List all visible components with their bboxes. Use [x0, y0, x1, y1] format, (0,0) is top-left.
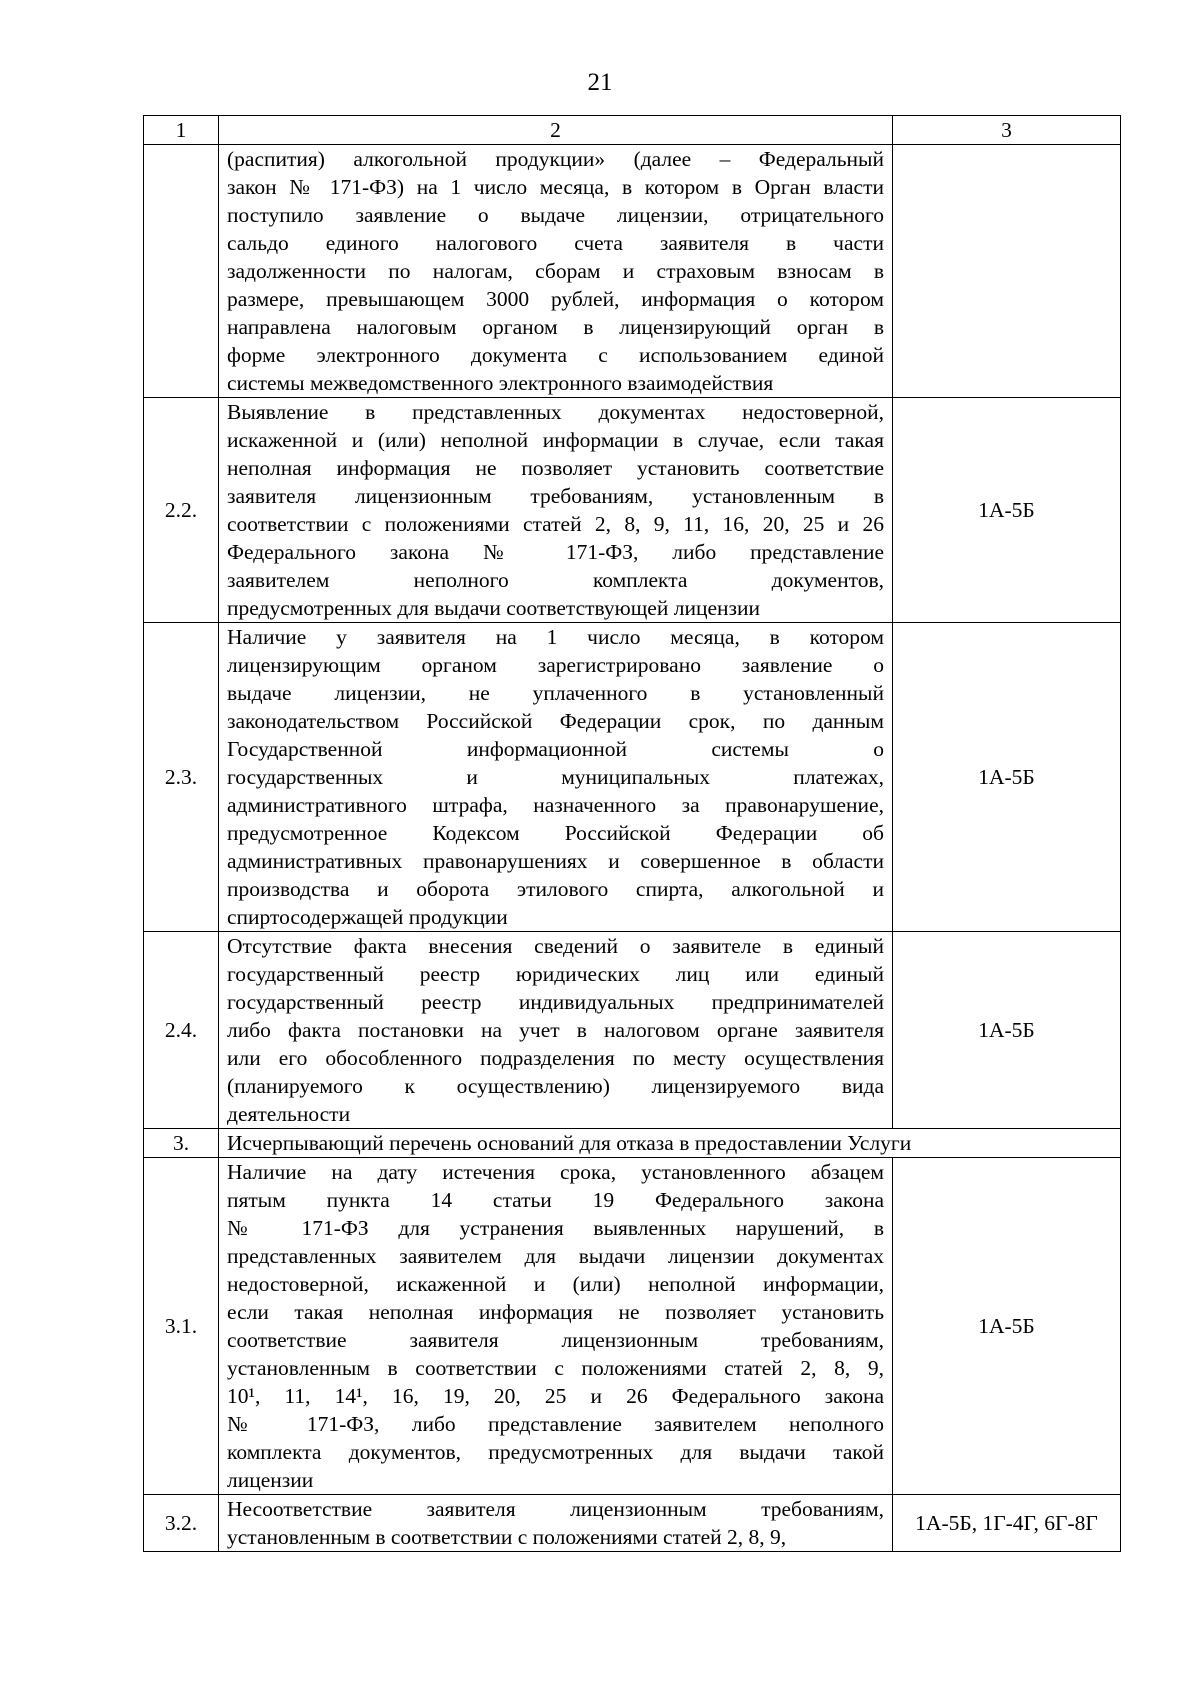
text-line: административного штрафа, назначенного за правонарушение,	[227, 793, 884, 817]
row-number: 3.1.	[144, 1158, 219, 1495]
table-header-row	[144, 116, 1121, 145]
text-line: лицензирующим органом зарегистрировано заявление о	[227, 653, 884, 677]
table-row	[144, 1129, 1121, 1158]
ground-description	[219, 932, 893, 1129]
table-row	[144, 1158, 1121, 1495]
text-line: Государственной информационной системы о	[227, 737, 884, 761]
text-line: выдаче лицензии, не уплаченного в установленный	[227, 681, 884, 705]
text-line: деятельности	[227, 1102, 351, 1126]
text-line: Наличие у заявителя на 1 число месяца, в котором	[227, 625, 884, 649]
table-row	[144, 932, 1121, 1129]
text-line: государственный реестр индивидуальных предпринимателей	[227, 990, 884, 1014]
text-line: производства и оборота этилового спирта, алкогольной и	[227, 877, 884, 901]
table-row	[144, 623, 1121, 932]
applicant-category-code: 1А-5Б	[893, 398, 1121, 623]
text-line: административных правонарушениях и совершенное в области	[227, 849, 884, 873]
column-header-3: 3	[893, 116, 1121, 145]
text-line: 10¹, 11, 14¹, 16, 19, 20, 25 и 26 Федерального закона	[227, 1384, 884, 1408]
row-number: 3.2.	[144, 1495, 219, 1552]
text-line: законодательством Российской Федерации срок, по данным	[227, 709, 884, 733]
text-line: предусмотренное Кодексом Российской Федерации об	[227, 821, 884, 845]
text-line: (распития) алкогольной продукции» (далее – Федеральный	[227, 147, 884, 171]
applicant-category-code: 1А-5Б	[893, 1158, 1121, 1495]
text-line: либо факта постановки на учет в налоговом органе заявителя	[227, 1018, 884, 1042]
ground-description	[219, 145, 893, 398]
text-line: (планируемого к осуществлению) лицензируемого вида	[227, 1074, 884, 1098]
ground-description	[219, 623, 893, 932]
table-row	[144, 1495, 1121, 1552]
text-line: Отсутствие факта внесения сведений о заявителе в единый	[227, 934, 884, 958]
ground-description	[219, 1158, 893, 1495]
text-line: направлена налоговым органом в лицензирующий орган в	[227, 315, 884, 339]
ground-description	[219, 398, 893, 623]
text-line: или его обособленного подразделения по месту осуществления	[227, 1046, 884, 1070]
applicant-category-code: 1А-5Б, 1Г-4Г, 6Г-8Г	[893, 1495, 1121, 1552]
text-line: задолженности по налогам, сборам и страховым взносам в	[227, 259, 884, 283]
text-line: заявителем неполного комплекта документов,	[227, 568, 884, 592]
text-line: предусмотренных для выдачи соответствующей лицензии	[227, 596, 761, 620]
row-number: 2.2.	[144, 398, 219, 623]
text-line: государственный реестр юридических лиц или единый	[227, 962, 884, 986]
table-row	[144, 398, 1121, 623]
row-number: 2.4.	[144, 932, 219, 1129]
text-line: установленным в соответствии с положениями статей 2, 8, 9,	[227, 1525, 787, 1549]
text-line: поступило заявление о выдаче лицензии, отрицательного	[227, 203, 884, 227]
text-line: неполная информация не позволяет установить соответствие	[227, 456, 884, 480]
row-number: 2.3.	[144, 623, 219, 932]
text-line: Несоответствие заявителя лицензионным требованиям,	[227, 1497, 884, 1521]
text-line: искаженной и (или) неполной информации в случае, если такая	[227, 428, 884, 452]
text-line: размере, превышающем 3000 рублей, информация о котором	[227, 287, 884, 311]
applicant-category-code	[893, 145, 1121, 398]
ground-description	[219, 1495, 893, 1552]
text-line: представленных заявителем для выдачи лицензии документах	[227, 1244, 884, 1268]
text-line: соответствие заявителя лицензионным требованиям,	[227, 1328, 884, 1352]
text-line: соответствии с положениями статей 2, 8, 9, 11, 16, 20, 25 и 26	[227, 512, 884, 536]
text-line: Федерального закона № 171-ФЗ, либо представление	[227, 540, 884, 564]
text-line: системы межведомственного электронного взаимодействия	[227, 371, 774, 395]
column-header-2: 2	[219, 116, 893, 145]
page-number: 21	[587, 69, 613, 96]
table-row	[144, 145, 1121, 398]
text-line: лицензии	[227, 1468, 314, 1492]
text-line: заявителя лицензионным требованиям, установленным в	[227, 484, 884, 508]
row-number	[144, 145, 219, 398]
text-line: Наличие на дату истечения срока, установленного абзацем	[227, 1160, 884, 1184]
text-line: сальдо единого налогового счета заявителя в части	[227, 231, 884, 255]
applicant-category-code: 1А-5Б	[893, 932, 1121, 1129]
column-header-1: 1	[144, 116, 219, 145]
text-line: № 171-ФЗ, либо представление заявителем неполного	[227, 1412, 884, 1436]
text-line: государственных и муниципальных платежах,	[227, 765, 884, 789]
section-heading: Исчерпывающий перечень оснований для отказа в предоставлении Услуги	[219, 1129, 1121, 1158]
text-line: форме электронного документа с использованием единой	[227, 343, 884, 367]
applicant-category-code: 1А-5Б	[893, 623, 1121, 932]
text-line: спиртосодержащей продукции	[227, 905, 508, 929]
text-line: № 171-ФЗ для устранения выявленных нарушений, в	[227, 1216, 884, 1240]
row-number: 3.	[144, 1129, 219, 1158]
grounds-table	[143, 115, 1121, 1552]
text-line: закон № 171-ФЗ) на 1 число месяца, в котором в Орган власти	[227, 175, 884, 199]
text-line: если такая неполная информация не позволяет установить	[227, 1300, 884, 1324]
text-line: установленным в соответствии с положениями статей 2, 8, 9,	[227, 1356, 884, 1380]
text-line: недостоверной, искаженной и (или) неполной информации,	[227, 1272, 884, 1296]
text-line: комплекта документов, предусмотренных для выдачи такой	[227, 1440, 884, 1464]
text-line: пятым пункта 14 статьи 19 Федерального закона	[227, 1188, 884, 1212]
text-line: Выявление в представленных документах недостоверной,	[227, 400, 884, 424]
